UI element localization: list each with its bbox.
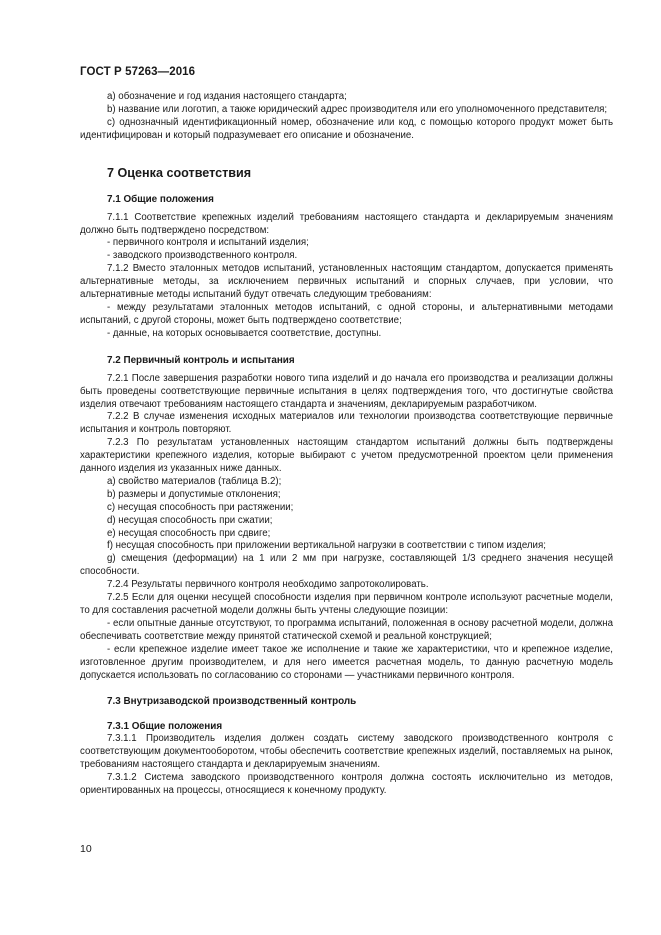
paragraph: 7.2.4 Результаты первичного контроля необходимо запротоколировать. xyxy=(107,579,429,591)
list-item: b) размеры и допустимые отклонения; xyxy=(107,488,281,500)
list-item: e) несущая способность при сдвиге; xyxy=(107,527,271,539)
subsection-7-1-title: 7.1 Общие положения xyxy=(107,193,214,205)
list-item: a) обозначение и год издания настоящего стандарта; xyxy=(107,91,347,102)
paragraph: 7.2.1 После завершения разработки нового типа изделий и до начала его производства и реализации должны быть проведены соответствующие первичные испытания в целях подтверждения того, что достигнутые свойства изделия отвечают требованиям настоящего стандарта и значениям, декларируемым разработчиком. xyxy=(80,372,613,410)
subsection-7-3-1-title: 7.3.1 Общие положения xyxy=(107,721,223,733)
list-item: - заводского производственного контроля. xyxy=(107,250,298,262)
list-item: - если крепежное изделие имеет такое же исполнение и такие же характеристики, что и крепежное изделие, изготовленное другим производителем, и для него имеется расчетная модель, то данную расчетную модель допускается использовать по согласованию со сторонами — участниками первичного контроля. xyxy=(80,643,613,681)
list-item: f) несущая способность при приложении вертикальной нагрузки в соответствии с типом изделия; xyxy=(107,540,546,552)
subsection-7-3-title: 7.3 Внутризаводской производственный контроль xyxy=(107,696,357,708)
paragraph: 7.2.2 В случае изменения исходных материалов или технологии производства соответствующие первичные испытания и контроль повторяют. xyxy=(80,411,613,436)
list-item: - данные, на которых основывается соответствие, доступны. xyxy=(107,327,382,339)
list-item: c) несущая способность при растяжении; xyxy=(107,501,294,513)
list-item: d) несущая способность при сжатии; xyxy=(107,514,273,526)
list-item: - если опытные данные отсутствуют, то программа испытаний, положенная в основу расчетной модели, должна обеспечивать соответствие между принятой статической схемой и реальной конструкцией; xyxy=(80,617,613,642)
paragraph: 7.2.3 По результатам установленных настоящим стандартом испытаний должны быть подтверждены характеристики крепежного изделия, которые выбирают с учетом предусмотренной проектом цели применения данного изделия из указанных ниже данных. xyxy=(80,437,613,475)
list-item: - между результатами эталонных методов испытаний, с одной стороны, и альтернативными методами испытаний, с другой стороны, может быть подтверждено соответствие; xyxy=(80,301,613,326)
list-item: a) свойство материалов (таблица В.2); xyxy=(107,475,282,487)
paragraph: 7.3.1.2 Система заводского производственного контроля должна состоять исключительно из методов, ориентированных на процессы, относящиеся к конечному продукту. xyxy=(80,772,613,797)
list-item: c) однозначный идентификационный номер, обозначение или код, с помощью которого продукт может быть идентифицирован и который подразумевает его описание и обозначение. xyxy=(80,116,613,141)
document-body xyxy=(80,91,613,798)
section-7-title: 7 Оценка соответствия xyxy=(107,165,252,180)
paragraph: 7.3.1.1 Производитель изделия должен создать систему заводского производственного контроля с соответствующим документооборотом, чтобы обеспечить соответствие крепежных изделий, поставляемых на рынок, требованиям настоящего стандарта и декларируемым значениям. xyxy=(80,733,613,771)
document-header-code: ГОСТ Р 57263—2016 xyxy=(80,66,196,78)
page-number: 10 xyxy=(80,843,92,855)
paragraph: 7.2.5 Если для оценки несущей способности изделия при первичном контроле используют расчетные модели, то для составления расчетной модели должны быть учтены следующие позиции: xyxy=(80,592,613,616)
list-item: b) название или логотип, а также юридический адрес производителя или его уполномоченного представителя; xyxy=(107,103,608,115)
paragraph: 7.1.2 Вместо эталонных методов испытаний, установленных настоящим стандартом, допускается применять альтернативные методы, за исключением первичных испытаний и спорных случаев, при условии, что альтернативные методы испытаний будут отвечать следующим требованиям: xyxy=(80,263,613,301)
subsection-7-2-title: 7.2 Первичный контроль и испытания xyxy=(107,354,295,366)
paragraph: 7.1.1 Соответствие крепежных изделий требованиям настоящего стандарта и декларируемым значениям должно быть подтверждено посредством: xyxy=(80,211,613,236)
list-item: - первичного контроля и испытаний изделия; xyxy=(107,237,309,249)
list-item: g) смещения (деформации) на 1 или 2 мм при нагрузке, составляющей 1/3 среднего значения несущей способности. xyxy=(80,553,613,578)
